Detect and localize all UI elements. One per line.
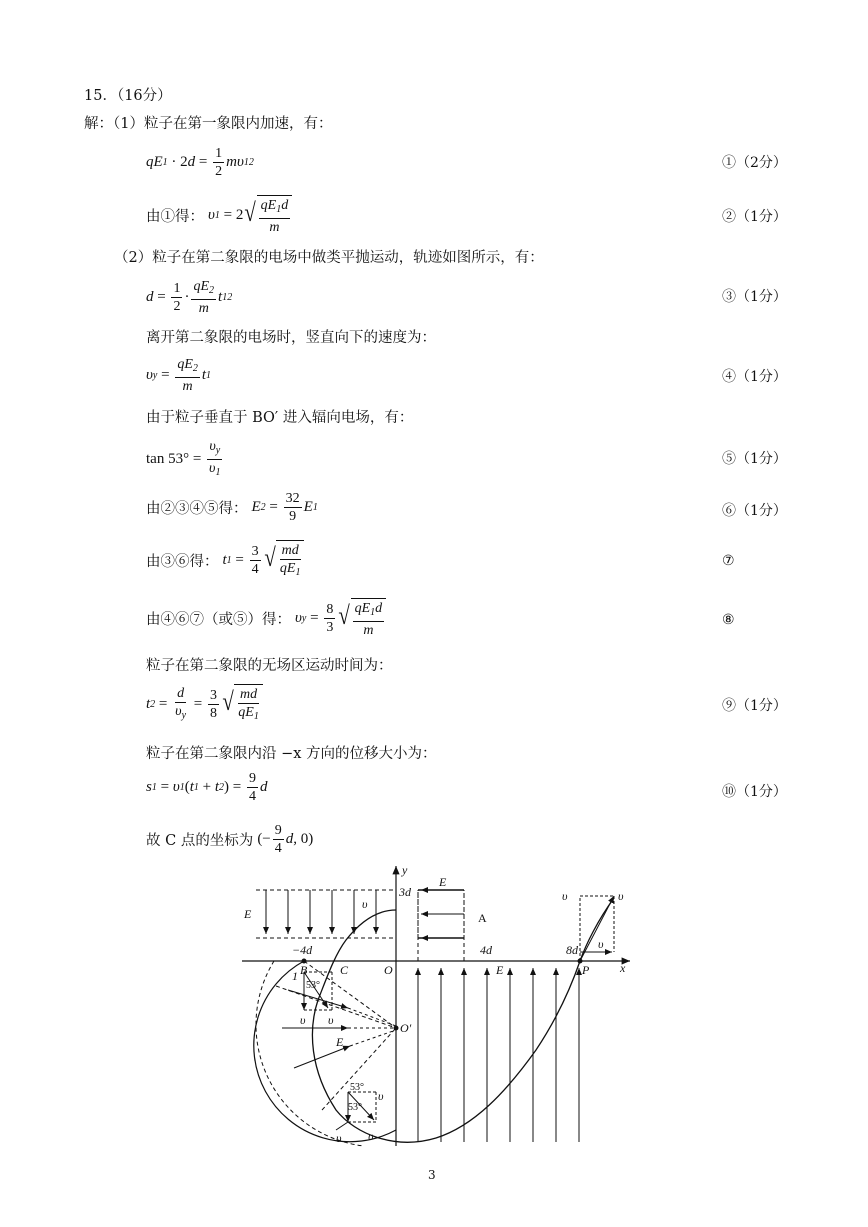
equation-3: d = $\frac{1}{2}$ · $\frac{qE_2}{m}$ t 1 2 <box>146 279 233 316</box>
label-E3: E <box>336 1035 344 1049</box>
label-x: x <box>620 961 626 975</box>
label-v2-bottom: υ <box>368 1129 374 1143</box>
label-3d: 3d <box>399 885 411 899</box>
equation-6: 由②③④⑤得： E 2 = $\frac{32}{9}$ E 1 <box>146 491 318 524</box>
label-53deg-low: 53° <box>348 1102 362 1113</box>
label-E4: E <box>496 963 504 977</box>
part1-intro: 解：（1）粒子在第一象限内加速，有： <box>84 116 333 132</box>
score-mark-1: ①（2分） <box>722 155 787 171</box>
score-mark-3: ③（1分） <box>722 289 787 305</box>
label-minus4d: −4d <box>292 943 313 957</box>
score-mark-7: ⑦ <box>722 553 735 569</box>
equation-10: s 1 = υ 1 ( t 1 + t 2 ) = $\frac{9}{4}$ d <box>146 771 268 804</box>
label-4d: 4d <box>480 943 492 957</box>
score-mark-5: ⑤（1分） <box>722 451 787 467</box>
label-53deg-top: 53° <box>306 980 320 991</box>
text-no-field: 粒子在第二象限的无场区运动时间为： <box>146 658 393 674</box>
equation-4: υ y = $\frac{qE_2}{m}$ t 1 <box>146 357 212 394</box>
label-B: B <box>300 963 308 977</box>
score-mark-8: ⑧ <box>722 612 735 628</box>
equation-5: tan 53° = $\frac{\upsilon_y}{\upsilon_1}$ <box>146 439 221 478</box>
score-mark-9: ⑨（1分） <box>722 698 787 714</box>
label-A: A <box>478 911 487 925</box>
label-v1-b: 1 <box>292 969 298 983</box>
c-point-coordinate: 故 C 点的坐标为 (− $\frac{9}{4}$ d , 0) <box>146 823 314 856</box>
equation-2-prefix: 由①得： <box>146 209 204 225</box>
label-C: C <box>340 963 349 977</box>
label-Oprime: O′ <box>400 1021 412 1035</box>
equation-8: 由④⑥⑦（或⑤）得： υ y = $\frac{8}{3}$ √ $\frac{qE_1d}{m}$ <box>146 598 386 639</box>
label-vP: υ <box>618 889 624 903</box>
label-8d: 8d <box>566 943 578 957</box>
equation-7-prefix: 由③⑥得： <box>146 554 219 570</box>
page-number: 3 <box>428 1168 436 1182</box>
problem-header: 15．（16分） <box>84 88 172 104</box>
text-displacement: 粒子在第二象限内沿 −x 方向的位移大小为： <box>146 746 437 762</box>
label-P: P <box>582 963 590 977</box>
label-v2x: υ <box>378 1089 384 1103</box>
equation-6-prefix: 由②③④⑤得： <box>146 501 248 517</box>
text-leave-field: 离开第二象限的电场时，竖直向下的速度为： <box>146 330 436 346</box>
label-v2: υ <box>300 1013 306 1027</box>
equation-1: qE 1 · 2 d = $\frac{1}{2}$ mυ 1 2 <box>146 146 254 179</box>
equation-8-prefix: 由④⑥⑦（或⑤）得： <box>146 612 291 628</box>
part2-intro: （2）粒子在第二象限的电场中做类平抛运动，轨迹如图所示，有： <box>114 250 544 266</box>
label-v1: υ <box>362 897 368 911</box>
label-v2y: υ <box>336 1131 342 1145</box>
equation-2: 由①得： υ 1 = 2 √ $\frac{qE_1d}{m}$ <box>146 195 292 236</box>
trajectory-diagram <box>236 860 636 1150</box>
equation-7: 由③⑥得： t 1 = $\frac{3}{4}$ √ $\frac{md}{qE_1}$ <box>146 540 304 581</box>
score-mark-6: ⑥（1分） <box>722 503 787 519</box>
label-vPy: υ <box>562 889 568 903</box>
text-perpendicular: 由于粒子垂直于 BO′ 进入辐向电场，有： <box>146 410 414 426</box>
label-y: y <box>402 863 408 877</box>
label-v2x-top: υ <box>598 937 604 951</box>
score-mark-10: ⑩（1分） <box>722 784 787 800</box>
label-vy: υ <box>328 1013 334 1027</box>
c-coordinate-text: 故 C 点的坐标为 <box>146 833 254 849</box>
score-mark-2: ②（1分） <box>722 209 787 225</box>
score-mark-4: ④（1分） <box>722 369 787 385</box>
equation-9: t 2 = $\frac{d}{\upsilon_y}$ = $\frac{3}{8}$ √ $\frac{md}{qE_1}$ <box>146 684 263 725</box>
label-E2: E <box>244 907 252 921</box>
label-O: O <box>384 963 393 977</box>
label-E1: E <box>439 875 447 889</box>
label-53deg-mid: 53° <box>350 1082 364 1093</box>
